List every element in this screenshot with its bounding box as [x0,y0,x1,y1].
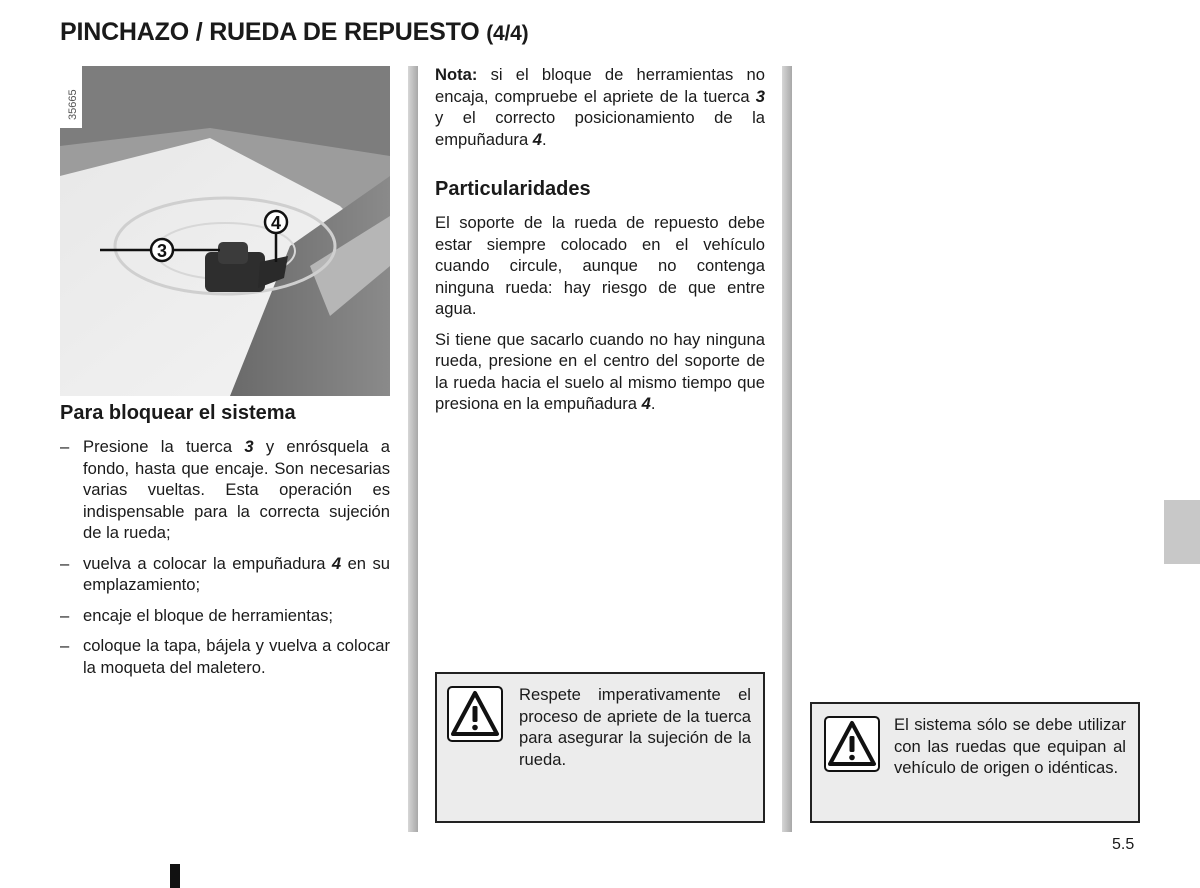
list-item: – coloque la tapa, bájela y vuelva a colocar la moqueta del maletero. [60,635,390,678]
warning-box-wheels [810,702,1140,823]
lock-steps-list [60,436,390,678]
list-item: – Presione la tuerca 3 y enrósquela a fondo, hasta que encaje. Son necesarias varias vueltas. Esta operación es indispensable para la correcta sujeción de la rueda; [60,436,390,544]
section-heading-particularities: Particularidades [435,178,591,200]
chapter-tab [1164,500,1200,564]
warning-box-tightening [435,672,765,823]
page-title [60,18,528,47]
warning-triangle-icon [824,716,880,772]
page-number: 5.5 [1112,836,1135,853]
figure-ref-code: 35665 [67,89,79,120]
column-separator-left [408,66,418,832]
list-item: – vuelva a colocar la empuñadura 4 en su emplazamiento; [60,553,390,596]
warning-text: Respete imperativamente el proceso de apriete de la tuerca para asegurar la sujeción de la rueda. [519,685,751,769]
column-separator-right [782,66,792,832]
spare-wheel-illustration [60,66,390,396]
page-title-text: PINCHAZO / RUEDA DE REPUESTO [60,18,480,46]
lock-steps [60,436,390,687]
page-title-part: (4/4) [486,22,529,45]
note-paragraph: Nota: si el bloque de herramientas no encaja, compruebe el apriete de la tuerca 3 y el correcto posicionamiento de la empuñadura 4. [435,65,765,149]
list-item: – encaje el bloque de herramientas; [60,605,390,627]
particularities-text [435,212,765,424]
callout-4: 4 [270,213,282,233]
paragraph: El soporte de la rueda de repuesto debe estar siempre colocado en el vehículo cuando circule, aunque no contenga ninguna rueda: hay riesgo de que entre agua. [435,213,765,318]
callout-3: 3 [156,241,168,261]
warning-text: El sistema sólo se debe utilizar con las ruedas que equipan al vehículo de origen o idénticas. [894,715,1126,777]
section-heading-lock: Para bloquear el sistema [60,402,296,424]
crop-mark [170,864,180,888]
note-label: Nota: [435,65,478,84]
spare-wheel-photo [60,66,390,396]
warning-triangle-icon [447,686,503,742]
paragraph: Si tiene que sacarlo cuando no hay ninguna rueda, presione en el centro del soporte de la rueda hacia el suelo al mismo tiempo que presiona en la empuñadura 4. [435,329,765,413]
